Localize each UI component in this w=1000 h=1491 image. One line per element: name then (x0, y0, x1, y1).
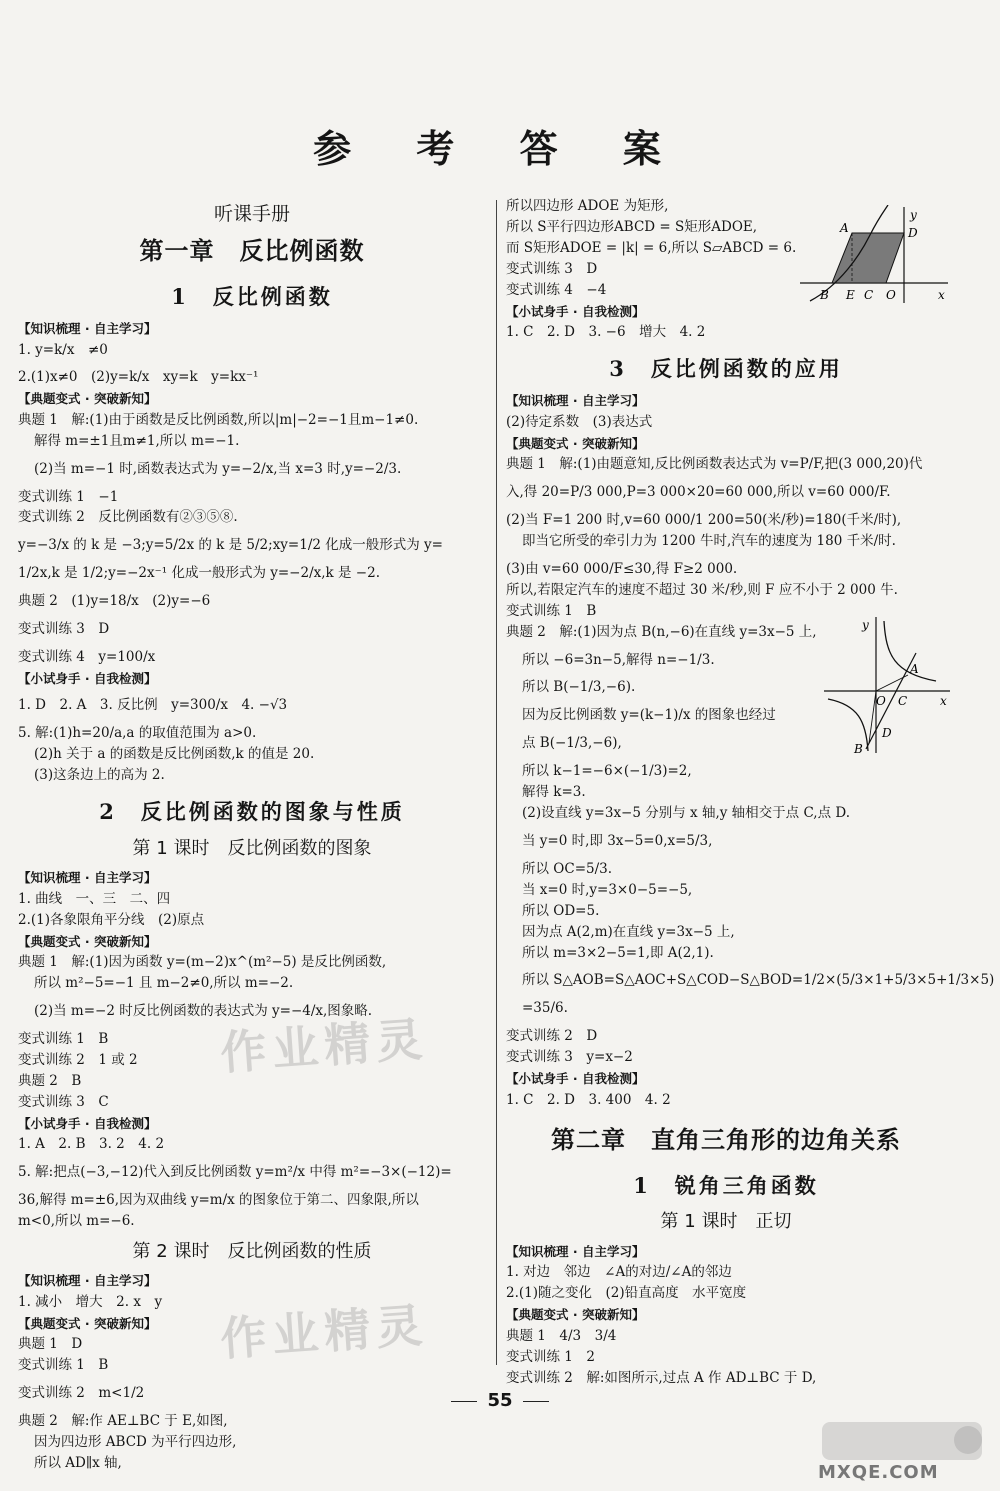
answer-line: 1/2x,k 是 1/2;y=−2x⁻¹ 化成一般形式为 y=−2/x,k 是 −2. (18, 565, 380, 582)
segment-OB (869, 691, 876, 743)
answer-line: 1. A 2. B 3. 2 4. 2 (18, 1135, 165, 1152)
label-x: x (940, 694, 947, 708)
handbook-heading: 听课手册 (213, 203, 290, 225)
answer-line: 因为反比例函数 y=(k−1)/x 的图象也经过 (522, 707, 776, 724)
label-A: A (840, 221, 849, 235)
section-3-heading: 3 反比例函数的应用 (609, 355, 843, 381)
answer-line: 所以四边形 ADOE 为矩形, (506, 198, 669, 214)
answer-line: 而 S矩形ADOE = |k| = 6,所以 S▱ABCD = 6. (506, 239, 797, 256)
label-E: E (846, 288, 855, 302)
answer-line: 典题 2 解:作 AE⊥BC 于 E,如图, (18, 1412, 228, 1429)
answer-line: 典题 1 解:(1)因为函数 y=(m−2)x^(m²−5) 是反比例函数, (18, 954, 387, 971)
section-tag: 【知识梳理 · 自主学习】 (18, 870, 157, 886)
label-y: y (862, 618, 869, 632)
answer-line: (2)当 m=−2 时反比例函数的表达式为 y=−4/x,图象略. (34, 1002, 373, 1019)
answer-line: 变式训练 3 D (18, 621, 110, 638)
label-C: C (864, 288, 874, 302)
answer-line: 所以 −6=3n−5,解得 n=−1/3. (522, 651, 715, 668)
section-tag: 【典题变式 · 突破新知】 (506, 435, 645, 451)
label-y: y (910, 208, 917, 222)
segment-OA (876, 675, 908, 691)
answer-line: 1. C 2. D 3. 400 4. 2 (506, 1091, 671, 1108)
section-tag: 【典题变式 · 突破新知】 (506, 1307, 645, 1323)
section-tag: 【知识梳理 · 自主学习】 (18, 1273, 157, 1289)
right-column (506, 196, 995, 1388)
answer-line: 解得 m=±1且m≠1,所以 m=−1. (34, 432, 240, 449)
answer-line: 典题 2 (1)y=18/x (2)y=−6 (18, 593, 211, 610)
answer-line: 所以 k−1=−6×(−1/3)=2, (522, 763, 692, 780)
answer-line: 5. 解:(1)h=20/a,a 的取值范围为 a>0. (18, 725, 257, 742)
label-O: O (876, 694, 886, 708)
answer-line: =35/6. (522, 1000, 568, 1017)
answer-line: 1. 曲线 一、三 二、四 (18, 890, 171, 907)
chapter-2-heading: 第二章 直角三角形的边角关系 (551, 1126, 901, 1155)
label-O: O (886, 288, 896, 302)
answer-line: 典题 1 D (18, 1336, 83, 1353)
label-B: B (854, 742, 863, 755)
answer-line: 变式训练 4 −4 (506, 281, 607, 298)
answer-line: 因为四边形 ABCD 为平行四边形, (34, 1433, 237, 1450)
label-D: D (882, 726, 892, 740)
answer-line: (2)当 F=1 200 时,v=60 000/1 200=50(米/秒)=180(千米/时), (506, 511, 902, 528)
answer-line: 1. D 2. A 3. 反比例 y=300/x 4. −√3 (18, 697, 288, 714)
answer-line: 所以 AD∥x 轴, (34, 1454, 122, 1471)
answer-line: 5. 解:把点(−3,−12)代入到反比例函数 y=m²/x 中得 m²=−3×(−12)= (18, 1163, 452, 1180)
answer-line: (3)由 v=60 000/F≤30,得 F≥2 000. (506, 560, 738, 577)
section-tag: 【小试身手 · 自我检测】 (18, 670, 157, 686)
figure-line-hyperbola (824, 615, 952, 755)
answer-line: 36,解得 m=±6,因为双曲线 y=m/x 的图象位于第二、四象限,所以 (18, 1191, 419, 1208)
answer-line: 典题 2 B (18, 1072, 82, 1089)
answer-line: 变式训练 2 反比例函数有②③⑤⑧. (18, 509, 238, 526)
label-C: C (898, 694, 908, 708)
section-tag: 【典题变式 · 突破新知】 (18, 391, 157, 407)
corner-logo-text: MXQE.COM (818, 1462, 939, 1483)
lesson-1-heading: 第 1 课时 反比例函数的图象 (132, 837, 372, 859)
answer-line: 当 x=0 时,y=3×0−5=−5, (522, 881, 693, 898)
left-column (18, 196, 486, 1474)
answer-line: 所以 OD=5. (522, 902, 600, 919)
section-tag: 【知识梳理 · 自主学习】 (18, 321, 157, 337)
answer-line: 1. y=k/x ≠0 (18, 341, 108, 358)
answer-line: 所以 OC=5/3. (522, 860, 613, 877)
section-tag: 【小试身手 · 自我检测】 (506, 1071, 645, 1087)
answer-line: 2.(1)x≠0 (2)y=k/x xy=k y=kx⁻¹ (18, 369, 259, 386)
answer-line: 所以 m²−5=−1 且 m−2≠0,所以 m=−2. (34, 975, 294, 991)
answer-line: 变式训练 2 D (506, 1028, 598, 1045)
section-tag: 【典题变式 · 突破新知】 (18, 933, 157, 949)
answer-line: 点 B(−1/3,−6), (522, 735, 622, 752)
answer-line: 变式训练 3 y=x−2 (506, 1049, 633, 1066)
section-tag: 【知识梳理 · 自主学习】 (506, 1244, 645, 1260)
label-D: D (908, 226, 918, 240)
section-tag: 【典题变式 · 突破新知】 (18, 1315, 157, 1331)
answer-line: 变式训练 1 B (18, 1357, 109, 1374)
answer-line: 所以 m=3×2−5=1,即 A(2,1). (522, 944, 714, 961)
answer-line: 变式训练 4 y=100/x (18, 649, 156, 666)
page-title: 参 考 答 案 (313, 127, 687, 171)
answer-line: (2)设直线 y=3x−5 分别与 x 轴,y 轴相交于点 C,点 D. (522, 805, 851, 822)
answer-line: 典题 1 解:(1)由于函数是反比例函数,所以|m|−2=−1且m−1≠0. (18, 411, 419, 428)
answer-line: (2)当 m=−1 时,函数表达式为 y=−2/x,当 x=3 时,y=−2/3. (34, 460, 402, 477)
answer-line: 所以 S平行四边形ABCD = S矩形ADOE, (506, 218, 758, 235)
answer-line: 变式训练 3 C (18, 1093, 109, 1110)
answer-line: 所以,若限定汽车的速度不超过 30 米/秒,则 F 应不小于 2 000 牛. (506, 581, 898, 598)
section-tag: 【小试身手 · 自我检测】 (506, 303, 645, 319)
answer-line: (3)这条边上的高为 2. (34, 767, 165, 784)
answer-line: 典题 1 4/3 3/4 (506, 1327, 617, 1344)
column-divider (496, 200, 497, 1365)
answer-line: 当 y=0 时,即 3x−5=0,x=5/3, (522, 832, 713, 849)
answer-line: 变式训练 3 D (506, 260, 598, 277)
answer-line: 变式训练 1 −1 (18, 488, 119, 505)
answer-line: m<0,所以 m=−6. (18, 1212, 135, 1229)
answer-line: 2.(1)随之变化 (2)铅直高度 水平宽度 (506, 1285, 747, 1302)
section-2-heading: 2 反比例函数的图象与性质 (99, 799, 405, 825)
answer-line: 变式训练 2 1 或 2 (18, 1051, 138, 1068)
answer-line: 入,得 20=P/3 000,P=3 000×20=60 000,所以 v=60 000/F. (506, 484, 891, 501)
watermark: 作业精灵 (218, 1297, 430, 1367)
label-A: A (910, 662, 919, 676)
answer-line: 所以 B(−1/3,−6). (522, 679, 636, 696)
section-4-heading: 1 锐角三角函数 (633, 1172, 819, 1198)
answer-line: 变式训练 2 解:如图所示,过点 A 作 AD⊥BC 于 D, (506, 1369, 817, 1386)
section-1-heading: 1 反比例函数 (171, 283, 333, 309)
section-tag: 【知识梳理 · 自主学习】 (506, 393, 645, 409)
answer-line: 2.(1)各象限角平分线 (2)原点 (18, 911, 205, 928)
watermark: 作业精灵 (218, 1011, 430, 1081)
answer-line: 所以 S△AOB=S△AOC+S△COD−S△BOD=1/2×(5/3×1+5/3×5+1/3×5) (522, 972, 995, 989)
answer-line: 典题 2 解:(1)因为点 B(n,−6)在直线 y=3x−5 上, (506, 623, 817, 640)
section-tag: 【小试身手 · 自我检测】 (18, 1115, 157, 1131)
figure-parallelogram-hyperbola (800, 205, 950, 305)
label-x: x (938, 288, 945, 302)
answer-line: 1. 对边 邻边 ∠A的对边/∠A的邻边 (506, 1264, 732, 1281)
answer-line: (2)h 关于 a 的函数是反比例函数,k 的值是 20. (34, 746, 315, 763)
answer-line: 变式训练 2 m<1/2 (18, 1385, 145, 1401)
answer-line: 即当它所受的牵引力为 1200 牛时,汽车的速度为 180 千米/时. (522, 532, 896, 549)
lesson-3-heading: 第 1 课时 正切 (660, 1211, 792, 1233)
answer-line: (2)待定系数 (3)表达式 (506, 413, 653, 430)
chapter-1-heading: 第一章 反比例函数 (139, 237, 365, 266)
answer-line: 变式训练 1 B (18, 1030, 109, 1047)
answer-line: 因为点 A(2,m)在直线 y=3x−5 上, (522, 923, 735, 940)
answer-line: 变式训练 1 2 (506, 1348, 595, 1365)
answer-line: 变式训练 1 B (506, 602, 597, 619)
answer-line: 1. 减小 增大 2. x y (18, 1293, 163, 1310)
answer-line: y=−3/x 的 k 是 −3;y=5/2x 的 k 是 5/2;xy=1/2 化成一般形式为 y= (18, 537, 443, 554)
page-number: 55 (0, 1390, 1000, 1411)
answer-line: 1. C 2. D 3. −6 增大 4. 2 (506, 323, 706, 340)
answer-line: 典题 1 解:(1)由题意知,反比例函数表达式为 v=P/F,把(3 000,20)代 (506, 456, 923, 473)
lesson-2-heading: 第 2 课时 反比例函数的性质 (132, 1240, 372, 1262)
answer-line: 解得 k=3. (522, 784, 586, 801)
label-B: B (820, 288, 829, 302)
